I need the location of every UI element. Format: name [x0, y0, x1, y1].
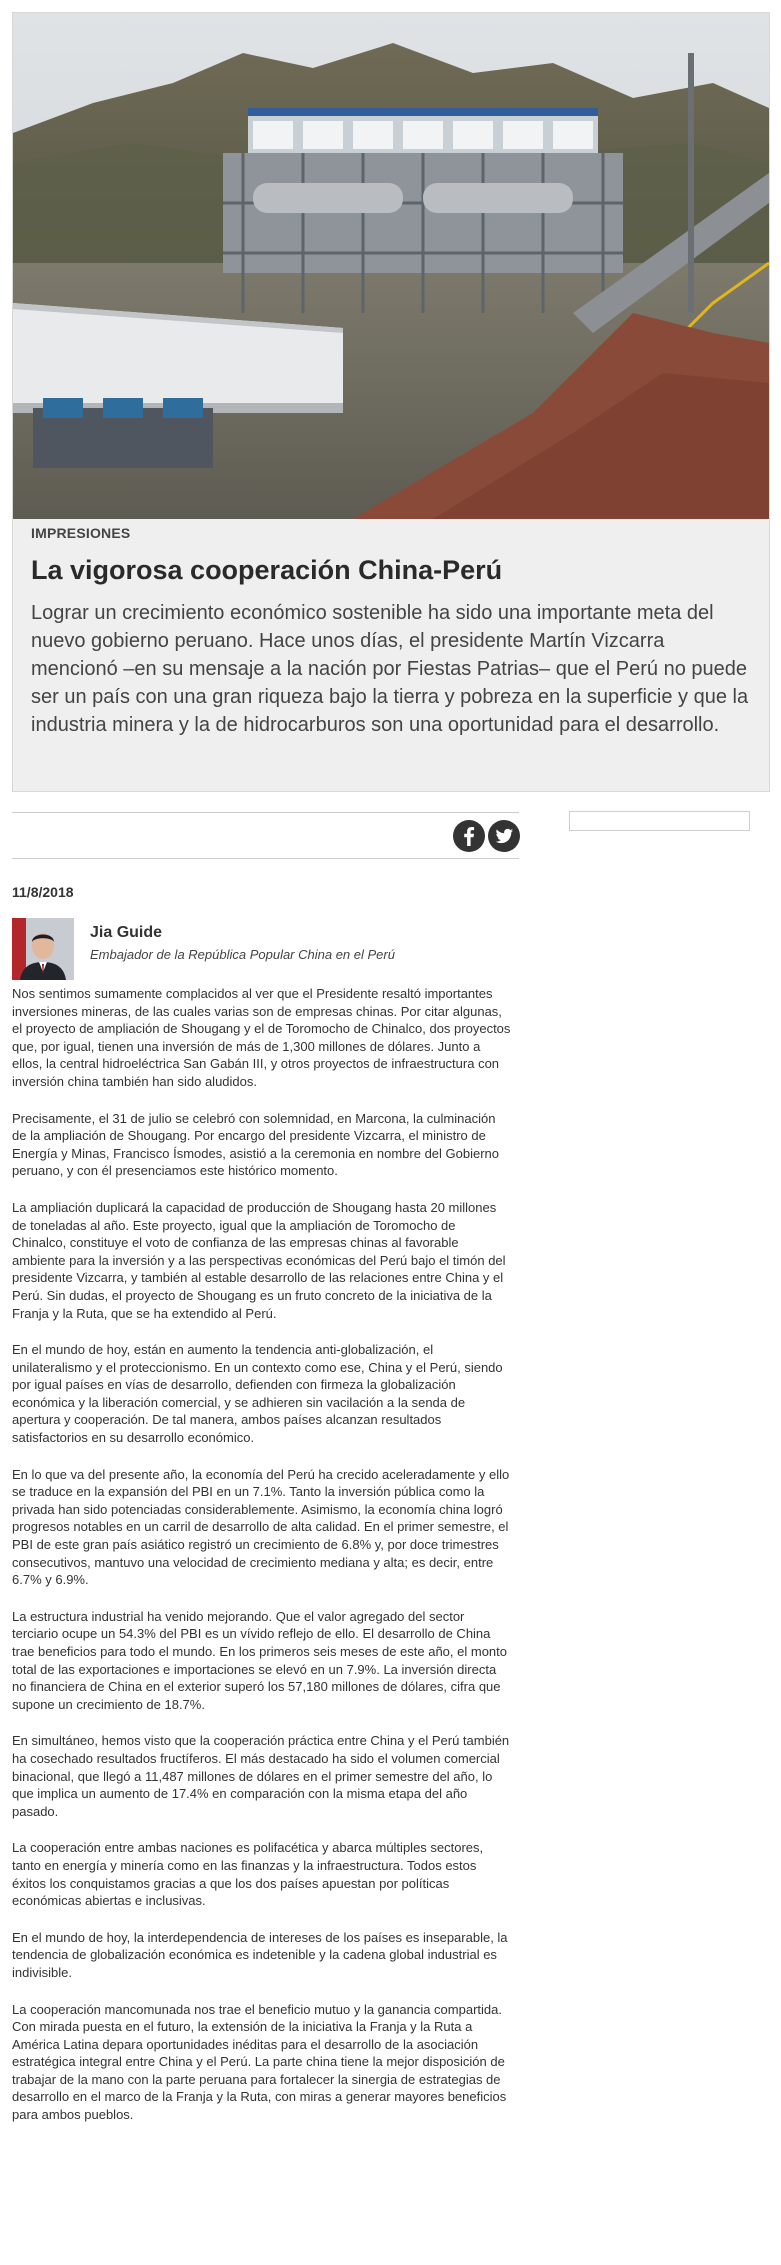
- divider: [12, 858, 519, 859]
- facebook-share-button[interactable]: [453, 820, 485, 852]
- article-paragraph: La cooperación entre ambas naciones es polifacética y abarca múltiples sectores, tanto en energía y minería como en las finanzas y la infraestructura. Todos estos éxitos los conquistamos gracias a que los dos países apuestan por políticas económicas abiertas e inclusivas.: [12, 1840, 484, 1909]
- article-paragraph: En el mundo de hoy, están en aumento la tendencia anti-globalización, el unilateralismo y el proteccionismo. En un contexto como ese, China y el Perú, siendo por igual países en vías de desarrollo, defienden con firmeza la globalización económica y la liberación comercial, y se adhieren sin vacilación a la senda de apertura y cooperación. De tal manera, ambos países alcanzan resultados satisfactorios en su desarrollo económico.: [12, 1342, 503, 1446]
- article-paragraph: En simultáneo, hemos visto que la cooperación práctica entre China y el Perú también ha cosechado resultados fructíferos. El más destacado ha sido el volumen comercial binacional, que llegó a 11,487 millones de dólares en el primer semestre del año, lo que implica un aumento de 17.4% en comparación con la misma etapa del año pasado.: [12, 1733, 510, 1819]
- facebook-icon: [453, 820, 485, 852]
- article-paragraph: La ampliación duplicará la capacidad de producción de Shougang hasta 20 millones de toneladas al año. Este proyecto, igual que la ampliación de Toromocho de Chinalco, constituye el voto de confianza de las empresas chinas al favorable ambiente para la inversión y a las perspectivas económicas del Perú bajo el timón del presidente Vizcarra, y también al estable desarrollo de las relaciones entre China y el Perú. Sin dudas, el proyecto de Shougang es un fruto concreto de la iniciativa de la Franja y la Ruta, que se ha extendido al Perú.: [12, 1199, 506, 1321]
- author-avatar: [12, 918, 74, 980]
- author-name[interactable]: Jia Guide: [90, 924, 163, 941]
- sidebar-ad-slot: [569, 811, 750, 831]
- article-paragraph: La cooperación mancomunada nos trae el beneficio mutuo y la ganancia compartida. Con mirada puesta en el futuro, la extensión de la iniciativa la Franja y la Ruta a América Latina depara oportunidades inéditas para el desarrollo de la asociación estratégica integral entre China y el Perú. La parte china tiene la mejor disposición de trabajar de la mano con la parte peruana para fortalecer la sinergia de estrategias de desarrollo en el marco de la Franja y la Ruta, con miras a generar mayores beneficios para ambos pueblos.: [12, 2001, 507, 2123]
- article-paragraph: La estructura industrial ha venido mejorando. Que el valor agregado del sector terciario ocupe un 54.3% del PBI es un vívido reflejo de ello. El desarrollo de China trae beneficios para todo el mundo. En los primeros seis meses de este año, el monto total de las exportaciones e importaciones se elevó en un 7.9%. La inversión directa no financiera de China en el exterior superó los 57,180 millones de dólares, cifra que supone un crecimiento de 18.7%.: [12, 1608, 507, 1712]
- article-lead: Lograr un crecimiento económico sostenible ha sido una importante meta del nuevo gobierno peruano. Hace unos días, el presidente Martín Vizcarra mencionó –en su mensaje a la nación por Fiestas Patrias– que el Perú no puede ser un país con una gran riqueza bajo la tierra y pobreza en la superficie y que la industria minera y la de hidrocarburos son una oportunidad para el desarrollo.: [31, 602, 749, 736]
- article-paragraph: Nos sentimos sumamente complacidos al ver que el Presidente resaltó importantes inversiones mineras, de las cuales varias son de empresas chinas. Por citar algunas, el proyecto de ampliación de Shougang y el de Toromocho de Chinalco, dos proyectos que, por igual, tienen una inversión de más de 1,300 millones de dólares. Junto a ellos, la central hidroeléctrica San Gabán III, y otros proyectos de infraestructura con inversión china también han sido aludidos.: [12, 986, 511, 1089]
- hero-card: [12, 12, 770, 792]
- article-paragraph: En el mundo de hoy, la interdependencia de intereses de los países es inseparable, la tendencia de globalización económica es indetenible y la cadena global industrial es indivisible.: [12, 1929, 508, 1980]
- article-paragraph: En lo que va del presente año, la economía del Perú ha crecido aceleradamente y ello se traduce en la expansión del PBI en un 7.1%. Tanto la inversión pública como la privada han sido potenciadas considerablemente. Asimismo, la economía china logró progresos notables en un carril de desarrollo de alta calidad. En el primer semestre, el PBI de este gran país asiático registró un crecimiento de 6.8% y, por doce trimestres consecutivos, mantuvo una velocidad de crecimiento mediana y alta; es decir, entre 6.7% y 6.9%.: [12, 1466, 510, 1588]
- article-body: [12, 985, 512, 2143]
- twitter-share-button[interactable]: [488, 820, 520, 852]
- author-role: Embajador de la República Popular China en el Perú: [90, 947, 395, 962]
- article-date: 11/8/2018: [12, 884, 74, 900]
- article-paragraph: Precisamente, el 31 de julio se celebró con solemnidad, en Marcona, la culminación de la ampliación de Shougang. Por encargo del presidente Vizcarra, el ministro de Energía y Minas, Francisco Ísmodes, asistió a la ceremonia en nombre del Gobierno peruano, y con él presenciamos este histórico momento.: [12, 1110, 500, 1179]
- hero-image[interactable]: [13, 13, 769, 519]
- article-title: La vigorosa cooperación China-Perú: [31, 555, 503, 585]
- section-kicker[interactable]: IMPRESIONES: [31, 525, 131, 541]
- divider: [12, 812, 519, 813]
- twitter-icon: [488, 820, 520, 852]
